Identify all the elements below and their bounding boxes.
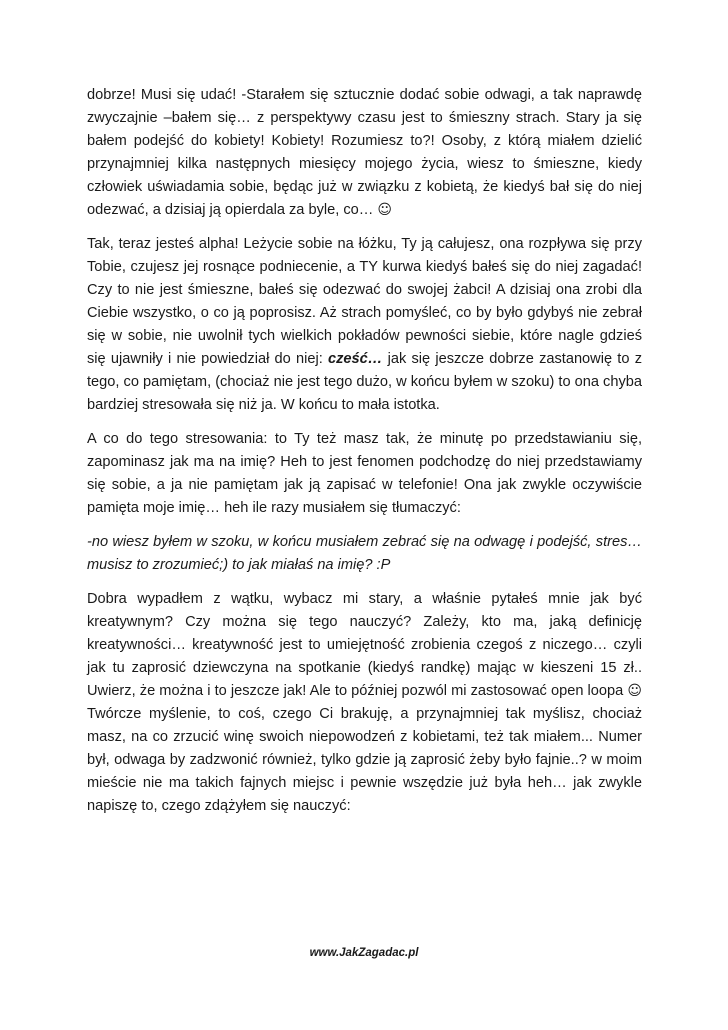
smiley-icon: ☺ bbox=[627, 683, 642, 699]
footer-url: www.JakZagadac.pl bbox=[309, 947, 419, 959]
paragraph-5 bbox=[87, 588, 642, 818]
document-body bbox=[87, 84, 642, 829]
paragraph-3-text: A co do tego stresowania: to Ty też masz tak, że minutę po przedstawianiu się, zapominasz jak ma na imię? Heh to jest fenomen podchodzę do niej przedstawiamy się sobie, a ja nie pamiętam jak ją zapisać w telefonie! Ona jak zwykle oczywiście pamięta moje imię… heh ile razy musiałem się tłumaczyć: bbox=[87, 431, 642, 516]
paragraph-3 bbox=[87, 428, 642, 520]
smiley-icon: ☺ bbox=[377, 202, 393, 218]
paragraph-4-text: -no wiesz byłem w szoku, w końcu musiałem zebrać się na odwagę i podejść, stres… musisz to zrozumieć;) to jak miałaś na imię? :P bbox=[87, 534, 642, 573]
paragraph-1-text: dobrze! Musi się udać! -Starałem się sztucznie dodać sobie odwagi, a tak naprawdę zwyczajnie –bałem się… z perspektywy czasu jest to śmieszny strach. Stary ja się bałem podejść do kobiety! Kobiety! Rozumiesz to?! Osoby, z którą miałem dzielić przynajmniej kilka następnych miesięcy mojego życia, wiesz to śmieszne, kiedy człowiek uświadamia sobie, będąc już w związku z kobietą, że kiedyś bał się do niej odezwać, a dzisiaj ją opierdala za byle, co… bbox=[87, 87, 642, 218]
emphasis-greeting: cześć… bbox=[328, 351, 383, 367]
paragraph-5-text-b: Twórcze myślenie, to coś, czego Ci brakuję, a przynajmniej tak myślisz, chociaż masz, na co zrzucić winę swoich niepowodzeń z kobietami, też tak miałem... Numer był, odwaga by zadzwonić również, tylko gdzie ją zaprosić żeby było fajnie..? w moim mieście nie ma takich fajnych miejsc i pewnie wszędzie już była heh… jak zwykle napiszę to, czego zdążyłem się nauczyć: bbox=[87, 706, 642, 814]
paragraph-5-text-a: Dobra wypadłem z wątku, wybacz mi stary, a właśnie pytałeś mnie jak być kreatywnym? Czy można się tego nauczyć? Zależy, kto ma, jaką definicję kreatywności… kreatywność jest to umiejętność zrobienia czegoś z niczego… czyli jak tu zaprosić dziewczyna na spotkanie (kiedyś randkę) mając w kieszeni 15 zł.. Uwierz, że można i to jeszcze jak! Ale to później pozwól mi zastosować open loopa bbox=[87, 591, 642, 699]
paragraph-1 bbox=[87, 84, 642, 222]
paragraph-4-quote bbox=[87, 531, 642, 577]
paragraph-2 bbox=[87, 233, 642, 417]
paragraph-2-text-a: Tak, teraz jesteś alpha! Leżycie sobie na łóżku, Ty ją całujesz, ona rozpływa się przy Tobie, czujesz jej rosnące podniecenie, a TY kurwa kiedyś bałeś się do niej zagadać! Czy to nie jest śmieszne, bałeś się odezwać do swojej żabci! A dzisiaj ona zrobi dla Ciebie wszystko, o co ją poprosisz. Aż strach pomyśleć, co by było gdybyś nie zebrał się w sobie, nie uwolnił tych wielkich pokładów pewności siebie, które nagle gdzieś się ujawniły i nie powiedział do niej: bbox=[87, 236, 642, 367]
paragraph-2-text-b: jak się jeszcze dobrze zastanowię to z tego, co pamiętam, (chociaż nie jest tego dużo, w końcu byłem w szoku) to ona chyba bardziej stresowała się niż ja. W końcu to mała istotka. bbox=[87, 351, 642, 413]
